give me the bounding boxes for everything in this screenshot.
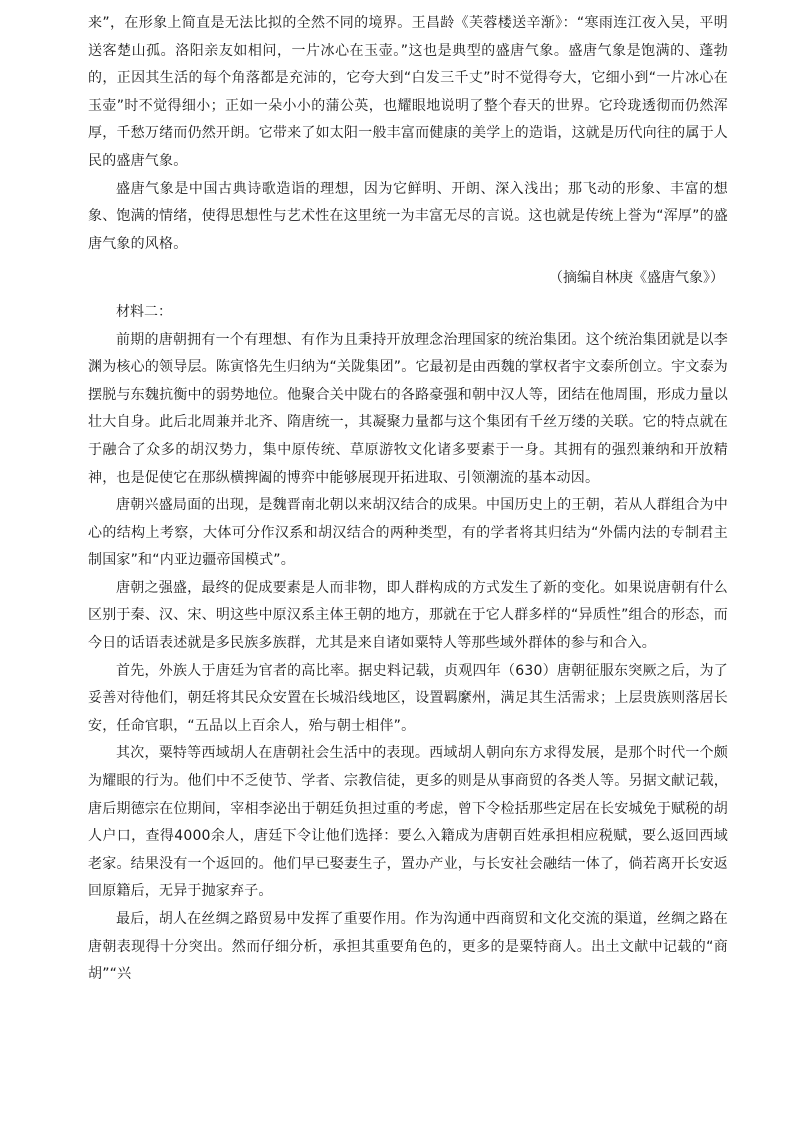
source-citation: （摘编自林庚《盛唐气象》） <box>549 270 724 287</box>
document-page <box>88 10 728 989</box>
paragraph-third-silk-road: 最后，胡人在丝绸之路贸易中发挥了重要作用。作为沟通中西商贸和文化交流的渠道，丝绸之路在唐朝表现得十分突出。然而仔细分析，承担其重要角色的，更多的是粟特商人。出土文献中记载的“商胡”“兴 <box>88 911 728 983</box>
paragraph-guanlong-group: 前期的唐朝拥有一个有理想、有作为且秉持开放理念治理国家的统治集团。这个统治集团就是以李渊为核心的领导层。陈寅恪先生归纳为“关陇集团”。它最初是由西魏的掌权者宇文泰所创立。宇文泰为摆脱与东魏抗衡中的弱势地位。他聚合关中陇右的各路豪强和朝中汉人等，团结在他周围，形成力量以壮大自身。此后北周兼并北齐、隋唐统一，其凝聚力量都与这个集团有千丝万缕的关联。它的特点就在于融合了众多的胡汉势力，集中原传统、草原游牧文化诸多要素于一身。其拥有的强烈兼纳和开放精神，也是促使它在那纵横捭阖的博弈中能够展现开拓进取、引领潮流的基本动因。 <box>88 331 728 486</box>
paragraph-second-western-hu: 其次，粟特等西域胡人在唐朝社会生活中的表现。西域胡人朝向东方求得发展，是那个时代一个颇为耀眼的行为。他们中不乏使节、学者、宗教信徒，更多的则是从事商贸的各类人等。另据文献记载，唐后期德宗在位期间，宰相李泌出于朝廷负担过重的考虑，曾下令检括那些定居在长安城免于赋税的胡人户口，查得4000余人，唐廷下令让他们选择：要么入籍成为唐朝百姓承担相应税赋，要么返回西域老家。结果没有一个返回的。他们早已娶妻生子，置办产业，与长安社会融结一体了，倘若离开长安返回原籍后，无异于抛家弃子。 <box>88 745 728 900</box>
paragraph-continuation: 来”，在形象上简直是无法比拟的全然不同的境界。王昌龄《芙蓉楼送辛渐》：“寒雨连江夜入吴，平明送客楚山孤。洛阳亲友如相问，一片冰心在玉壶。”这也是典型的盛唐气象。盛唐气象是饱满的、蓬勃的，正因其生活的每个角落都是充沛的，它夸大到“白发三千丈”时不觉得夸大，它细小到“一片冰心在玉壶”时不觉得细小；正如一朵小小的蒲公英，也耀眼地说明了整个春天的世界。它玲珑透彻而仍然浑厚，千愁万绪而仍然开朗。它带来了如太阳一般丰富而健康的美学上的造诣，这就是历代向往的属于人民的盛唐气象。 <box>88 15 728 169</box>
paragraph-hu-han-fusion: 唐朝兴盛局面的出现，是魏晋南北朝以来胡汉结合的成果。中国历史上的王朝，若从人群组合为中心的结构上考察，大体可分作汉系和胡汉结合的两种类型，有的学者将其归结为“外儒内法的专制君主制国家”和“内亚边疆帝国模式”。 <box>88 497 728 569</box>
paragraph-heterogeneity: 唐朝之强盛，最终的促成要素是人而非物，即人群构成的方式发生了新的变化。如果说唐朝有什么区别于秦、汉、宋、明这些中原汉系主体王朝的地方，那就在于它人群多样的“异质性”组合的形态，而今日的话语表述就是多民族多族群，尤其是来自诸如粟特人等那些域外群体的参与和合入。 <box>88 579 728 652</box>
section-heading-material-two: 材料二： <box>116 303 172 320</box>
paragraph-first-officials: 首先，外族人于唐廷为官者的高比率。据史料记载，贞观四年（630）唐朝征服东突厥之后，为了妥善对待他们，朝廷将其民众安置在长城沿线地区，设置羁縻州，满足其生活需求；上层贵族则落居长安，任命官职，“五品以上百余人，殆与朝士相伴”。 <box>88 662 728 734</box>
paragraph-shengtang-style: 盛唐气象是中国古典诗歌造诣的理想，因为它鲜明、开朗、深入浅出；那飞动的形象、丰富的想象、饱满的情绪，使得思想性与艺术性在这里统一为丰富无尽的言说。这也就是传统上誉为“浑厚”的盛唐气象的风格。 <box>88 180 728 252</box>
